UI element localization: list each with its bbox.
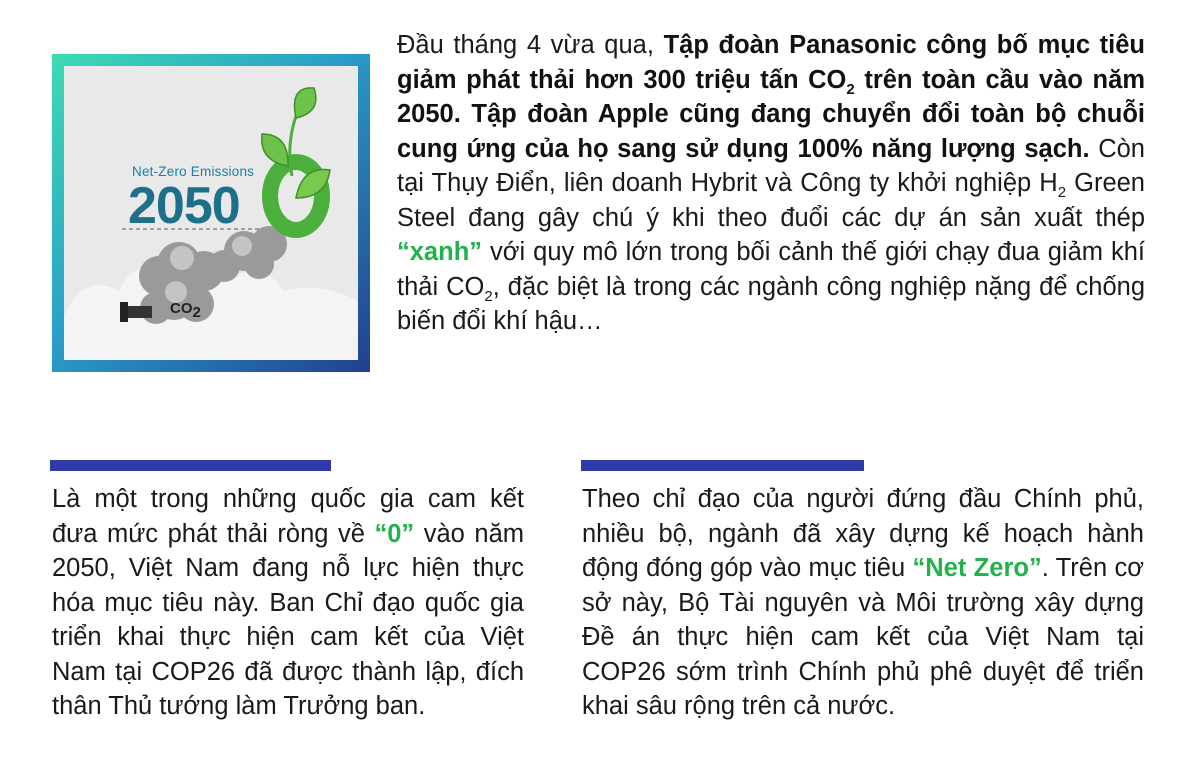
xanh-highlight: “xanh”: [397, 238, 483, 266]
leaf-left-icon: [262, 134, 288, 166]
net-zero-title: Net-Zero Emissions: [132, 164, 255, 179]
leaf-top-icon: [294, 88, 315, 118]
exhaust-pipe: [124, 306, 152, 318]
intro-paragraph: [397, 28, 1145, 339]
co2-label: [170, 300, 201, 321]
net-zero-illustration: [52, 54, 370, 372]
left-text-2: vào năm 2050, Việt Nam đang nỗ lực hiện thực hóa mục tiêu này. Ban Chỉ đạo quốc gia triển khai thực hiện cam kết của Việt Nam tại COP26 đã được thành lập, đích thân Thủ tướng làm Trưởng ban.: [52, 519, 525, 720]
target-year: 2050: [128, 177, 240, 235]
zero-highlight: “0”: [374, 519, 415, 548]
intro-text-4: với quy mô lớn trong bối cảnh thế giới chạy đua giảm khí thải CO: [397, 238, 1145, 301]
right-column-rule: [581, 460, 864, 471]
intro-bold-1: Tập đoàn Panasonic công bố mục tiêu giảm phát thải hơn 300 triệu tấn CO: [397, 31, 1145, 94]
right-column-paragraph: [582, 482, 1144, 724]
left-column-paragraph: [52, 482, 524, 724]
intro-bold-2: trên toàn cầu vào năm 2050. Tập đoàn Apple cũng đang chuyển đổi toàn bộ chuỗi cung ứng của họ sang sử dụng 100% năng lượng sạch.: [397, 65, 1145, 163]
left-column-rule: [50, 460, 331, 471]
intro-text-5: , đặc biệt là trong các ngành công nghiệp nặng để chống biến đổi khí hậu…: [397, 272, 1146, 335]
illustration-canvas: [64, 66, 358, 360]
intro-text-3: Green Steel đang gây chú ý khi theo đuổi các dự án sản xuất thép: [397, 169, 1145, 232]
intro-text-1: Đầu tháng 4 vừa qua,: [397, 31, 664, 59]
left-text-1: Là một trong những quốc gia cam kết đưa mức phát thải ròng về: [52, 485, 524, 548]
pipe-flange: [120, 302, 128, 322]
co2-label-text: CO: [170, 300, 193, 317]
h2-subscript: 2: [1057, 184, 1067, 202]
intro-bold-subscript: 2: [846, 80, 855, 98]
right-text-2: . Trên cơ sở này, Bộ Tài nguyên và Môi trường xây dựng Đề án thực hiện cam kết của Việt Nam tại COP26 sớm trình Chính phủ phê duyệt để triển khai sâu rộng trên cả nước.: [582, 554, 1144, 720]
right-text-1: Theo chỉ đạo của người đứng đầu Chính phủ, nhiều bộ, ngành đã xây dựng kế hoạch hành động đóng góp vào mục tiêu: [582, 485, 1144, 582]
co2-subscript: 2: [484, 287, 493, 305]
intro-text-2: Còn tại Thụy Điển, liên doanh Hybrit và Công ty khởi nghiệp H: [397, 134, 1145, 197]
co2-label-subscript: 2: [192, 304, 201, 321]
net-zero-highlight: “Net Zero”: [912, 554, 1042, 582]
